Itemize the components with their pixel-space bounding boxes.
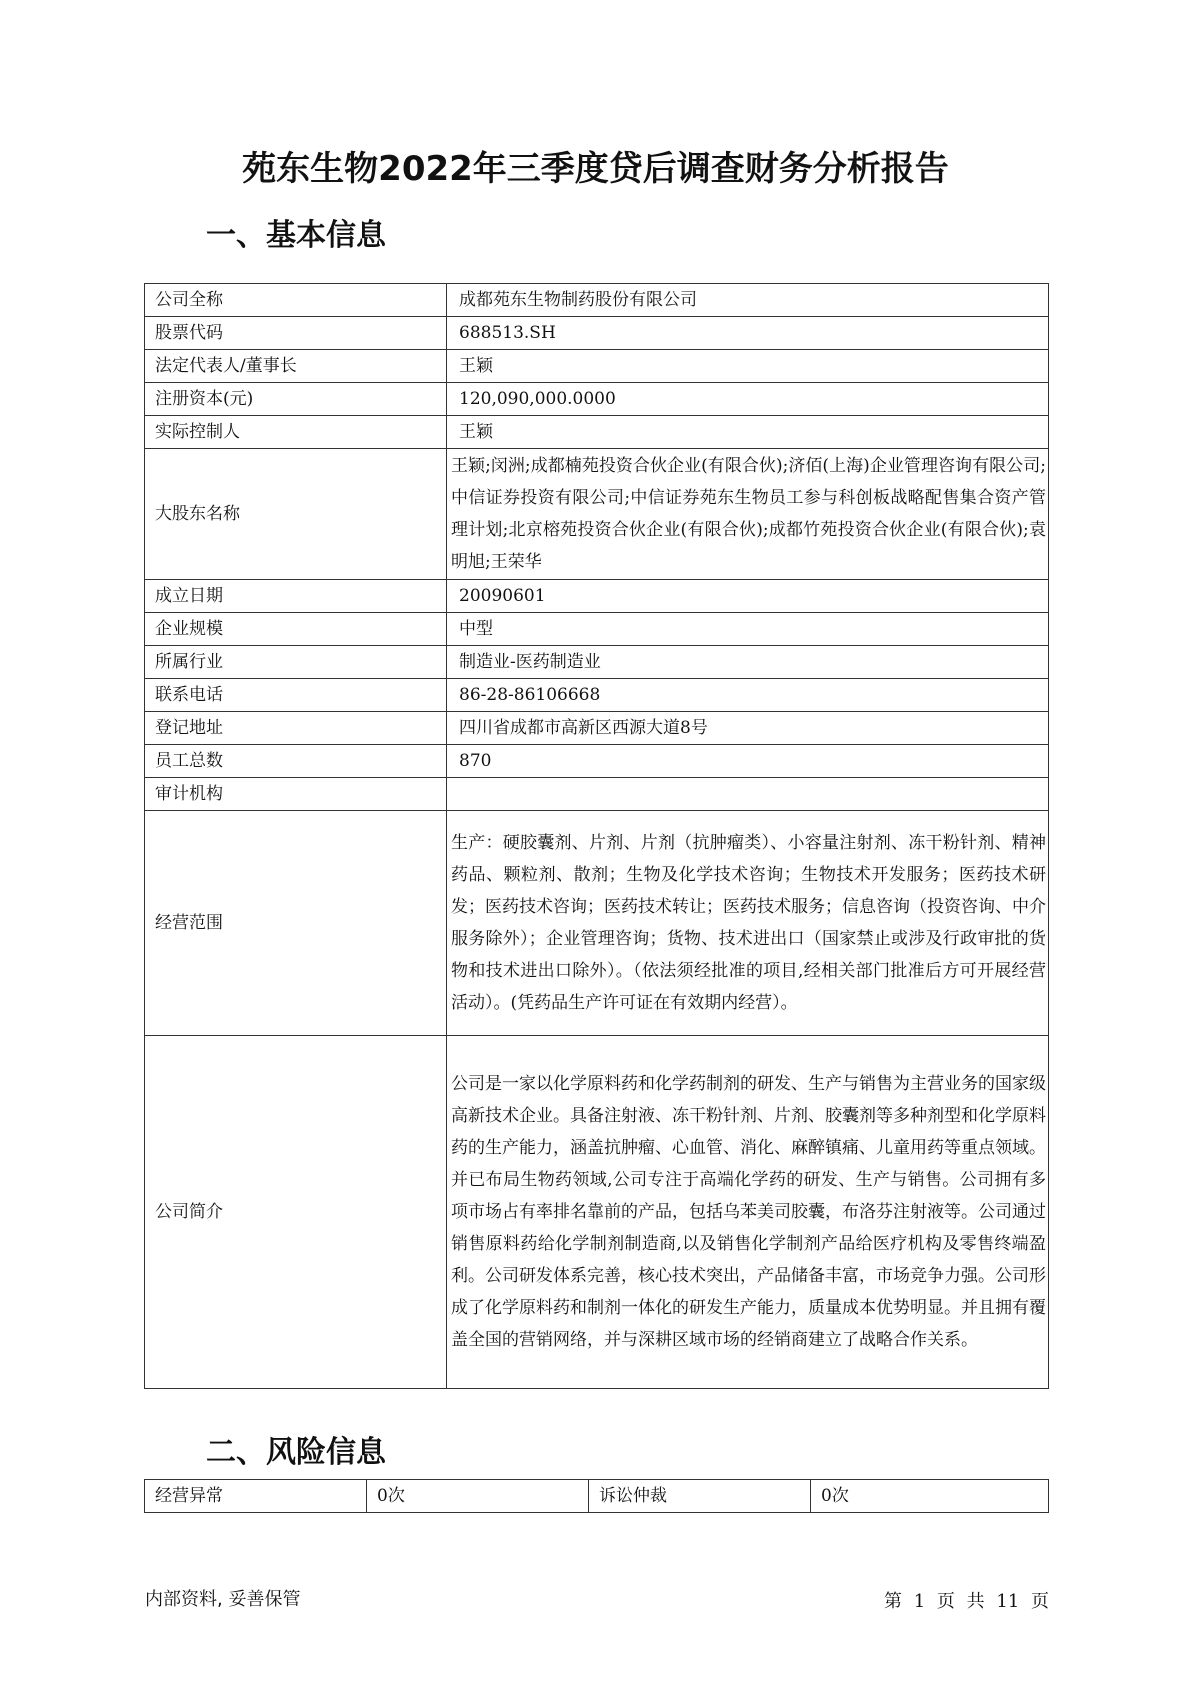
- field-value: 中型: [447, 613, 1049, 646]
- field-value: 120,090,000.0000: [447, 383, 1049, 416]
- table-row: [145, 416, 1049, 449]
- field-label: 注册资本(元): [145, 383, 447, 416]
- field-label: 所属行业: [145, 646, 447, 679]
- field-value: 王颖: [447, 350, 1049, 383]
- table-row: [145, 1036, 1049, 1389]
- section-heading-basic-info: 一、基本信息: [206, 218, 386, 253]
- footer-confidential-note: 内部资料, 妥善保管: [145, 1589, 301, 1610]
- field-value: [447, 778, 1049, 811]
- abnormal-operation-value: 0次: [367, 1480, 589, 1513]
- field-value: 86-28-86106668: [447, 679, 1049, 712]
- field-value: 870: [447, 745, 1049, 778]
- table-row: [145, 778, 1049, 811]
- report-title: 苑东生物2022年三季度贷后调查财务分析报告: [242, 149, 949, 189]
- field-label: 大股东名称: [145, 449, 447, 580]
- table-row: [145, 383, 1049, 416]
- table-row: [145, 1480, 1049, 1513]
- table-row: [145, 284, 1049, 317]
- field-value: 制造业-医药制造业: [447, 646, 1049, 679]
- field-value: 四川省成都市高新区西源大道8号: [447, 712, 1049, 745]
- section-heading-risk-info: 二、风险信息: [206, 1435, 386, 1470]
- footer-page-number: 第 1 页 共 11 页: [884, 1591, 1049, 1612]
- field-value: 688513.SH: [447, 317, 1049, 350]
- field-label: 登记地址: [145, 712, 447, 745]
- field-value: 成都苑东生物制药股份有限公司: [447, 284, 1049, 317]
- field-label: 法定代表人/董事长: [145, 350, 447, 383]
- field-label: 审计机构: [145, 778, 447, 811]
- field-label: 联系电话: [145, 679, 447, 712]
- table-row: [145, 679, 1049, 712]
- field-label: 公司简介: [145, 1036, 447, 1389]
- field-label: 股票代码: [145, 317, 447, 350]
- table-row: [145, 613, 1049, 646]
- field-label: 企业规模: [145, 613, 447, 646]
- litigation-label: 诉讼仲裁: [589, 1480, 811, 1513]
- abnormal-operation-label: 经营异常: [145, 1480, 367, 1513]
- field-value: 20090601: [447, 580, 1049, 613]
- field-label: 实际控制人: [145, 416, 447, 449]
- basic-info-table: [144, 283, 1049, 1389]
- table-row: [145, 811, 1049, 1036]
- field-value: 王颖: [447, 416, 1049, 449]
- table-row: [145, 350, 1049, 383]
- table-row: [145, 745, 1049, 778]
- table-row: [145, 317, 1049, 350]
- table-row: [145, 712, 1049, 745]
- field-label: 经营范围: [145, 811, 447, 1036]
- field-label: 公司全称: [145, 284, 447, 317]
- table-row: [145, 449, 1049, 580]
- field-label: 员工总数: [145, 745, 447, 778]
- risk-info-table: [144, 1479, 1049, 1513]
- field-label: 成立日期: [145, 580, 447, 613]
- table-row: [145, 646, 1049, 679]
- field-value: 公司是一家以化学原料药和化学药制剂的研发、生产与销售为主营业务的国家级高新技术企业。具备注射液、冻干粉针剂、片剂、胶囊剂等多种剂型和化学原料药的生产能力，涵盖抗肿瘤、心血管、消化、麻醉镇痛、儿童用药等重点领域。并已布局生物药领域,公司专注于高端化学药的研发、生产与销售。公司拥有多项市场占有率排名靠前的产品，包括乌苯美司胶囊，布洛芬注射液等。公司通过销售原料药给化学制剂制造商,以及销售化学制剂产品给医疗机构及零售终端盈利。公司研发体系完善，核心技术突出，产品储备丰富，市场竞争力强。公司形成了化学原料药和制剂一体化的研发生产能力，质量成本优势明显。并且拥有覆盖全国的营销网络，并与深耕区域市场的经销商建立了战略合作关系。: [447, 1036, 1049, 1389]
- field-value: 王颖;闵洲;成都楠苑投资合伙企业(有限合伙);济佰(上海)企业管理咨询有限公司;中信证券投资有限公司;中信证券苑东生物员工参与科创板战略配售集合资产管理计划;北京榕苑投资合伙企业(有限合伙);成都竹苑投资合伙企业(有限合伙);袁明旭;王荣华: [447, 449, 1049, 580]
- table-row: [145, 580, 1049, 613]
- litigation-value: 0次: [811, 1480, 1049, 1513]
- field-value: 生产：硬胶囊剂、片剂、片剂（抗肿瘤类）、小容量注射剂、冻干粉针剂、精神药品、颗粒剂、散剂；生物及化学技术咨询；生物技术开发服务；医药技术研发；医药技术咨询；医药技术转让；医药技术服务；信息咨询（投资咨询、中介服务除外）；企业管理咨询；货物、技术进出口（国家禁止或涉及行政审批的货物和技术进出口除外）。（依法须经批准的项目,经相关部门批准后方可开展经营活动）。(凭药品生产许可证在有效期内经营）。: [447, 811, 1049, 1036]
